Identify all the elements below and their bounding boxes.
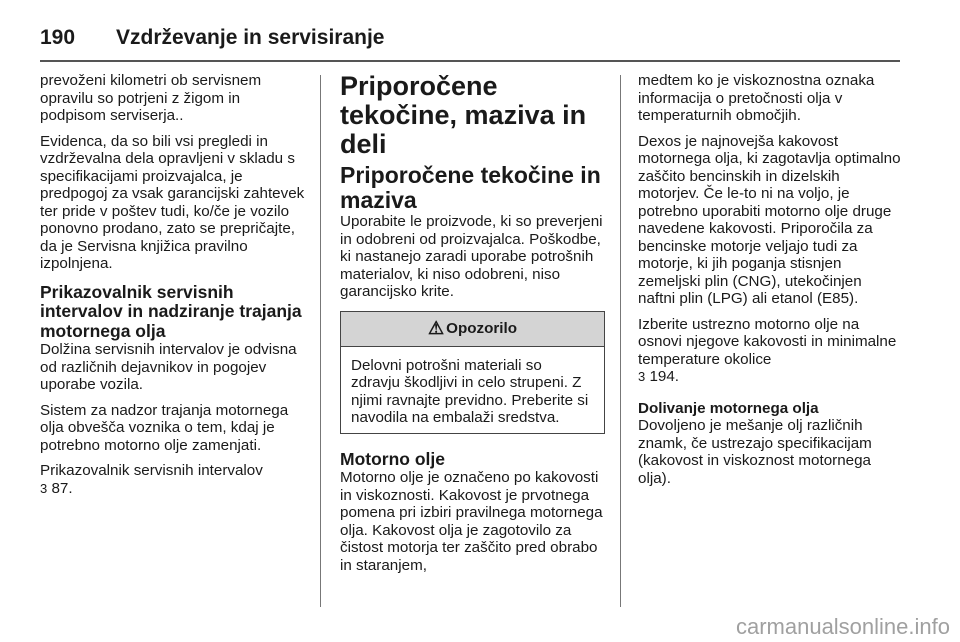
paragraph: Dexos je najnovejša kakovost motornega olja, ki zagotavlja optimalno zaščito bencinskih in dizelskih motorjev. Če le-to ni na voljo, je potrebno uporabiti motorno olje druge navedene kakovosti. Priporočila za bencinske motorje veljajo tudi za motorje, ki jih poganja stisnjen zemeljski plin (CNG), utekočinjen naftni plin (LPG) ali etanol (E85). (638, 132, 901, 307)
page-header (40, 18, 384, 58)
column-divider-1 (320, 75, 321, 607)
watermark: carmanualsonline.info (735, 614, 950, 639)
paragraph-text: Prikazovalnik servisnih intervalov (40, 462, 263, 479)
warning-text: Delovni potrošni materiali so zdravju škodljivi in celo strupeni. Z njimi ravnajte previdno. Preberite si navodila na embalaži sredstva. (351, 356, 589, 426)
page-ref-link[interactable]: 87. (47, 479, 73, 497)
paragraph (638, 316, 903, 386)
paragraph: medtem ko je viskoznostna oznaka informacija o pretočnosti olja v temperaturnih območjih. (638, 72, 875, 124)
warning-label: Opozorilo (446, 319, 517, 337)
column-middle (340, 72, 605, 582)
section-heading: Motorno olje (340, 448, 445, 469)
paragraph-text: Izberite ustrezno motorno olje na osnovi njegove kakovosti in minimalne temperature okolice (638, 315, 897, 368)
page-ref-link[interactable]: 194. (645, 368, 680, 385)
paragraph: Dovoljeno je mešanje olj različnih znamk, če ustrezajo specifikacijam (kakovost in viskoznost motornega olja). (638, 417, 872, 487)
paragraph: Motorno olje je označeno po kakovosti in viskoznosti. Kakovost je prvotnega pomena pri izbiri pravilnega motornega olja. Kakovost olja je zagotovilo za čistost motorja ter zaščito pred obrabo in staranjem, (340, 469, 603, 574)
paragraph: Dolžina servisnih intervalov je odvisna od različnih dejavnikov in pogojev uporabe vozila. (40, 341, 297, 393)
section-heading: Prikazovalnik servisnih intervalov in nadziranje trajanja motornega olja (40, 281, 302, 341)
chapter-title: Vzdrževanje in servisiranje (116, 26, 385, 49)
paragraph: Evidenca, da so bili vsi pregledi in vzdrževalna dela opravljeni v skladu s specifikacijami proizvajalca, je predpogoj za vsak garancijski zahtevek ter pride v poštev tudi, ko/če je vozilo ponovno prodano, zato se prepričajte, da je Servisna knjižica pravilno izpolnjena. (40, 132, 305, 272)
column-right (638, 72, 903, 495)
paragraph: prevoženi kilometri ob servisnem opravilu so potrjeni z žigom in podpisom serviserja.. (40, 72, 262, 124)
section-heading: Dolivanje motornega olja (638, 399, 819, 417)
paragraph: Uporabite le proizvode, ki so preverjeni in odobreni od proizvajalca. Poškodbe, ki nastanejo zaradi uporabe potrošnih materialov, ki niso odobreni, niso garancijsko krite. (340, 213, 603, 300)
page-ref-icon: 3 (638, 369, 646, 384)
column-divider-2 (620, 75, 621, 607)
warning-box (340, 311, 605, 434)
paragraph: Sistem za nadzor trajanja motornega olja obvešča voznika o tem, kdaj je potrebno motorno olje zamenjati. (40, 401, 289, 454)
warning-header (341, 312, 604, 347)
section-title: Priporočene tekočine in maziva (340, 162, 601, 213)
paragraph (40, 462, 305, 497)
page-ref-icon: 3 (40, 480, 48, 496)
header-rule (40, 60, 900, 62)
warning-triangle-icon: ⚠ (427, 317, 445, 338)
page-title: Priporočene tekočine, maziva in deli (340, 71, 587, 159)
column-left (40, 72, 305, 505)
page-number: 190 (40, 26, 76, 49)
